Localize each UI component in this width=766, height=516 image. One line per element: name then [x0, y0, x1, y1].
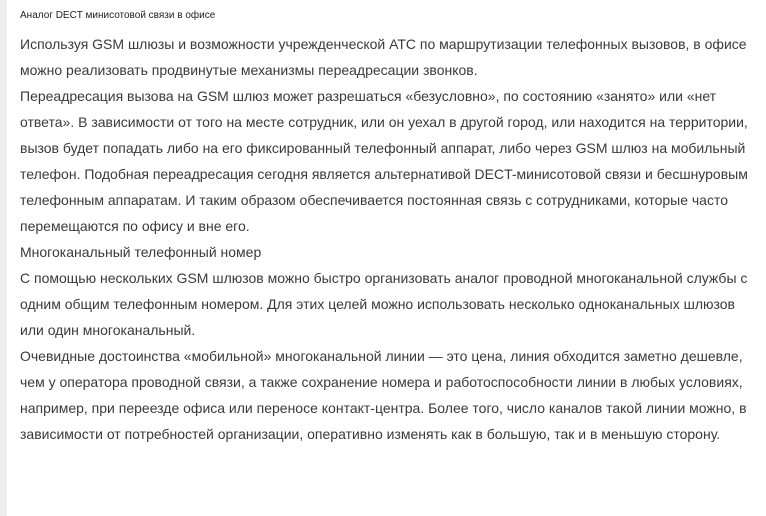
article-content [20, 0, 760, 447]
paragraph-advantages: Очевидные достоинства «мобильной» многоканальной линии — это цена, линия обходится заметно дешевле, чем у оператора проводной связи, а также сохранение номера и работоспособности линии в любых условиях, например, при переезде офиса или переносе контакт-центра. Более того, число каналов такой линии можно, в зависимости от потребностей организации, оперативно изменять как в большую, так и в меньшую сторону. [20, 348, 747, 442]
article-heading: Аналог DECT минисотовой связи в офисе [20, 10, 216, 21]
paragraph-forwarding: Переадресация вызова на GSM шлюз может разрешаться «безусловно», по состоянию «занято» или «нет ответа». В зависимости от того на месте сотрудник, или он уехал в другой город, или находится на территории, вызов будет попадать либо на его фиксированный телефонный аппарат, либо через GSM шлюз на мобильный телефон. Подобная переадресация сегодня является альтернативой DECT-минисотовой связи и бесшнуровым телефонным аппаратам. И таким образом обеспечивается постоянная связь с сотрудниками, которые часто перемещаются по офису и вне его. [20, 88, 748, 234]
paragraph-multichannel: С помощью нескольких GSM шлюзов можно быстро организовать аналог проводной многоканальной службы с одним общим телефонным номером. Для этих целей можно использовать несколько одноканальных шлюзов или один многоканальный. [20, 270, 748, 338]
paragraph-intro: Используя GSM шлюзы и возможности учрежденческой АТС по маршрутизации телефонных вызовов, в офисе можно реализовать продвинутые механизмы переадресации звонков. [20, 36, 747, 78]
subheading-multichannel: Многоканальный телефонный номер [20, 244, 262, 260]
left-border-strip [0, 0, 7, 516]
